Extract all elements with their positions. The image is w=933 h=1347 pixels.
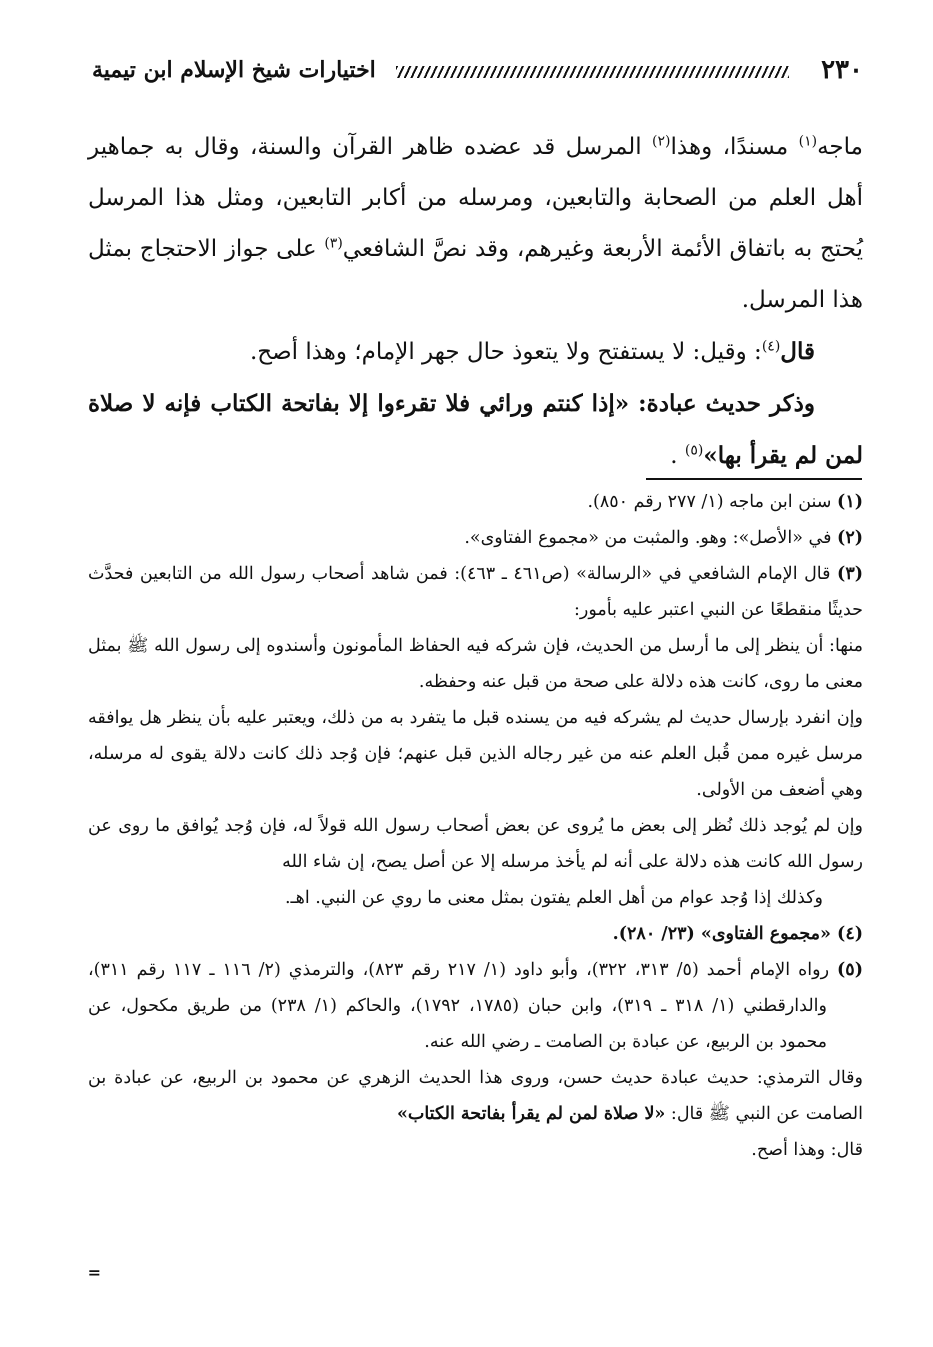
footnote-ref-1: (١): [798, 133, 818, 150]
footnote-3-quote-1: منها: أن ينظر إلى ما أرسل من الحديث، فإن شركه فيه الحفاظ المأمونون وأسندوه إلى رسول الله ﷺ بمثل معنى ما روى، كانت هذه دلالة على صحة من قبل عنه وحفظه.: [88, 636, 863, 692]
header-dash-ornament: [396, 66, 789, 78]
footnote-3: [88, 556, 863, 628]
continuation-mark: =: [87, 1263, 101, 1282]
text-segment: .: [670, 443, 685, 469]
paragraph-1: [88, 122, 863, 326]
paragraph-2: [88, 326, 863, 378]
paragraph-3: [88, 378, 863, 482]
footnote-number: (٢): [837, 528, 863, 548]
main-text: [88, 122, 863, 482]
footnotes: [88, 484, 863, 1168]
footnote-ref-3: (٣): [324, 235, 343, 252]
footnote-ref-2: (٢): [652, 133, 671, 150]
footnote-number: (٥): [837, 960, 863, 980]
text-segment: قال: [780, 338, 815, 365]
text-segment: مسندًا، وهذا: [670, 134, 799, 160]
footnote-2: [88, 520, 863, 556]
book-title: اختيارات شيخ الإسلام ابن تيمية: [92, 57, 376, 83]
text-segment: على جواز الاحتجاج بمثل هذا المرسل.: [88, 236, 863, 313]
footnote-3-quote-4: وكذلك إذا وُجد عوام من أهل العلم يفتون بمثل معنى ما روي عن النبي. اهـ.: [284, 888, 823, 908]
footnote-text: سنن ابن ماجه (١/ ٢٧٧ رقم ٨٥٠).: [587, 492, 838, 512]
text-segment: وذكر حديث عبادة:: [629, 390, 816, 417]
footnote-ref-4: (٤): [761, 338, 781, 355]
footnote-text: رواه الإمام أحمد (٥/ ٣١٣، ٣٢٢)، وأبو داود (١/ ٢١٧ رقم ٨٢٣)، والترمذي (٢/ ١١٦ ـ ١١٧ رقم ٣١١)، والدارقطني (١/ ٣١٨ ـ ٣١٩)، وابن حبان (١٧٨٥، ١٧٩٢)، والحاكم (١/ ٢٣٨) من طريق مكحول، عن محمود بن الربيع، عن عبادة بن الصامت ـ رضي الله عنه.: [88, 960, 838, 1052]
footnote-3-quote-3: وإن لم يُوجد ذلك نُظر إلى بعض ما يُروى عن بعض أصحاب رسول الله قولاً له، فإن وُجد يُوافق ما روى عن رسول الله كانت هذه دلالة على أنه لم يأخذ مرسله إلا عن أصل يصح، إن شاء الله: [88, 816, 863, 872]
footnote-1: [88, 484, 863, 520]
footnote-number: (١): [837, 492, 863, 512]
text-segment: : وقيل: لا يستفتح ولا يتعوذ حال جهر الإمام؛ وهذا أصح.: [249, 339, 762, 365]
footnote-5: [88, 952, 863, 1060]
footnote-5-para-2: [88, 1060, 863, 1132]
footnote-text: في «الأصل»: وهو. والمثبت من «مجموع الفتاوى».: [464, 528, 838, 548]
footnote-4: [88, 916, 863, 952]
text-segment: وقال الترمذي: حديث عبادة حديث حسن، وروى هذا الحديث الزهري عن محمود بن الربيع، عن عبادة بن الصامت عن النبي ﷺ قال:: [88, 1068, 863, 1124]
footnote-number: (٣): [837, 564, 863, 584]
footnote-separator: [646, 478, 862, 480]
hadith-quote: «لا صلاة لمن لم يقرأ بفاتحة الكتاب»: [396, 1104, 666, 1124]
page-number: ٢٣٠: [821, 55, 863, 85]
footnote-number: (٤): [837, 924, 863, 944]
running-header: [92, 48, 863, 92]
text-segment: المرسل قد عضده ظاهر القرآن والسنة، وقال به جماهير أهل العلم من الصحابة والتابعين، ومرسله من أكابر التابعين، ومثل هذا المرسل يُحتج به باتفاق الأئمة الأربعة وغيرهم، وقد نصَّ الشافعي: [88, 134, 863, 262]
footnote-ref-5: (٥): [684, 442, 704, 459]
footnote-3-quote-2: وإن انفرد بإرسال حديث لم يشركه فيه من يسنده قبل ما يتفرد به من ذلك، ويعتبر عليه بأن ينظر هل يوافقه مرسل غيره ممن قُبل العلم عنه من غير رجاله الذين قبل عنهم؛ فإن وُجد ذلك كانت دلالة يقوى له مرسله، وهي أضعف من الأولى.: [88, 708, 863, 800]
footnote-text: «مجموع الفتاوى» (٢٣/ ٢٨٠).: [612, 924, 838, 944]
footnote-5-para-3: قال: وهذا أصح.: [751, 1140, 863, 1160]
footnote-text: قال الإمام الشافعي في «الرسالة» (ص٤٦١ ـ ٤٦٣): فمن شاهد أصحاب رسول الله من التابعين فحدَّث حديثًا منقطعًا عن النبي اعتبر عليه بأمور:: [88, 564, 863, 620]
text-segment: ماجه: [817, 134, 863, 160]
hadith-quote: «إذا كنتم ورائي فلا تقرءوا إلا بفاتحة الكتاب فإنه لا صلاة لمن لم يقرأ بها»: [88, 390, 863, 469]
